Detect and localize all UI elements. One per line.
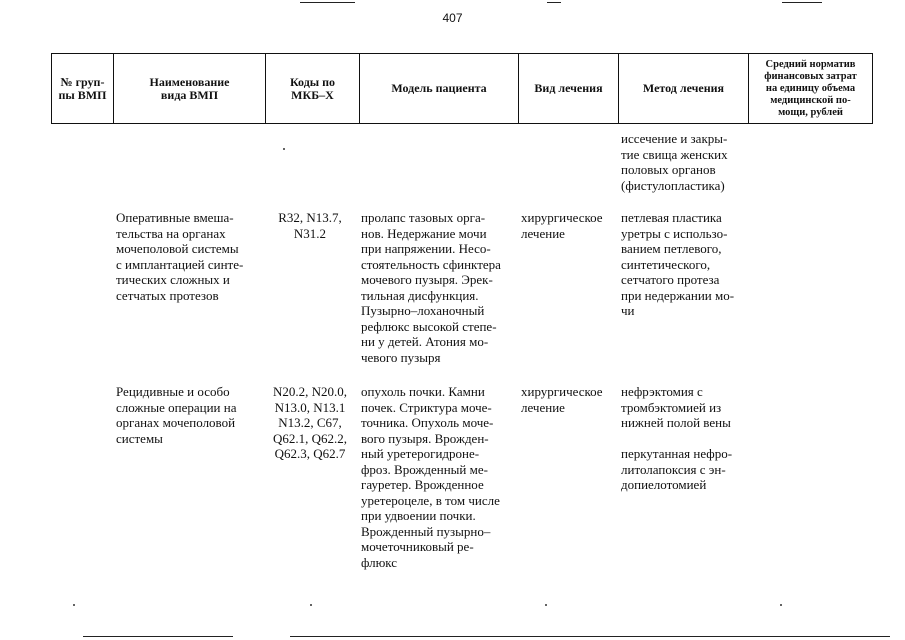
row2-treatment-type: хирургическое лечение xyxy=(521,384,603,415)
header-treatment-type xyxy=(519,54,619,124)
scan-line-top-1 xyxy=(300,2,355,3)
header-label: Средний норматив финансовых затрат на единицу объема медицинской по- мощи, рублей xyxy=(764,58,857,118)
row1-treatment-method: петлевая пластика уретры с использо- ванием петлевого, синтетического, сетчатого протеза при недержании мо- чи xyxy=(621,210,735,318)
header-patient-model xyxy=(360,54,519,124)
scan-speck xyxy=(283,148,285,150)
row1-vmp-name: Оперативные вмеша- тельства на органах мочеполовой системы с имплантацией синте- тических сложных и сетчатых протезов xyxy=(116,210,244,303)
header-label: Наименование вида ВМП xyxy=(149,74,230,102)
row1-icd-codes: R32, N13.7, N31.2 xyxy=(278,210,342,241)
row2-vmp-name: Рецидивные и особо сложные операции на органах мочеполовой системы xyxy=(116,384,237,446)
header-group-number xyxy=(52,54,114,124)
scan-line-top-2 xyxy=(547,2,561,3)
table-header xyxy=(51,53,873,124)
scan-line-bottom-2 xyxy=(290,636,890,637)
row1-treatment-type: хирургическое лечение xyxy=(521,210,603,241)
header-cost-norm xyxy=(749,54,873,124)
header-label: Метод лечения xyxy=(642,81,725,95)
row2-treatment-method-1: нефрэктомия с тромбэктомией из нижней полой вены xyxy=(621,384,731,430)
scan-speck xyxy=(545,604,547,606)
header-label: Коды по МКБ–Х xyxy=(289,74,336,102)
row2-patient-model: опухоль почки. Камни почек. Стриктура моче- точника. Опухоль моче- вого пузыря. Врожден- ный уретерогидроне- фроз. Врожденный ме- гауретер. Врожденное уретероцеле, в том числе при удвоении почки. Врожденный пузырно– мочеточниковый ре- флюкс xyxy=(361,384,500,570)
continuation-method: иссечение и закры- тие свища женских половых органов (фистулопластика) xyxy=(621,131,728,193)
header-label: Вид лечения xyxy=(534,81,603,95)
header-treatment-method xyxy=(619,54,749,124)
header-vmp-name xyxy=(114,54,266,124)
page-number: 407 xyxy=(442,11,463,25)
scan-speck xyxy=(780,604,782,606)
scan-speck xyxy=(310,604,312,606)
scan-line-top-3 xyxy=(782,2,822,3)
header-icd-codes xyxy=(266,54,360,124)
row1-patient-model: пролапс тазовых орга- нов. Недержание мочи при напряжении. Несо- стоятельность сфинктера мочевого пузыря. Эрек- тильная дисфункция. Пузырно–лоханочный рефлюкс высокой степе- ни у детей. Атония мо- чевого пузыря xyxy=(361,210,501,365)
header-label: Модель пациента xyxy=(391,81,487,95)
scan-line-bottom-1 xyxy=(83,636,233,637)
scan-speck xyxy=(73,604,75,606)
row2-icd-codes: N20.2, N20.0, N13.0, N13.1 N13.2, C67, Q62.1, Q62.2, Q62.3, Q62.7 xyxy=(272,384,348,461)
header-label: № груп- пы ВМП xyxy=(58,74,107,102)
row2-treatment-method-2: перкутанная нефро- литолапоксия с эн- допиелотомией xyxy=(621,446,733,492)
